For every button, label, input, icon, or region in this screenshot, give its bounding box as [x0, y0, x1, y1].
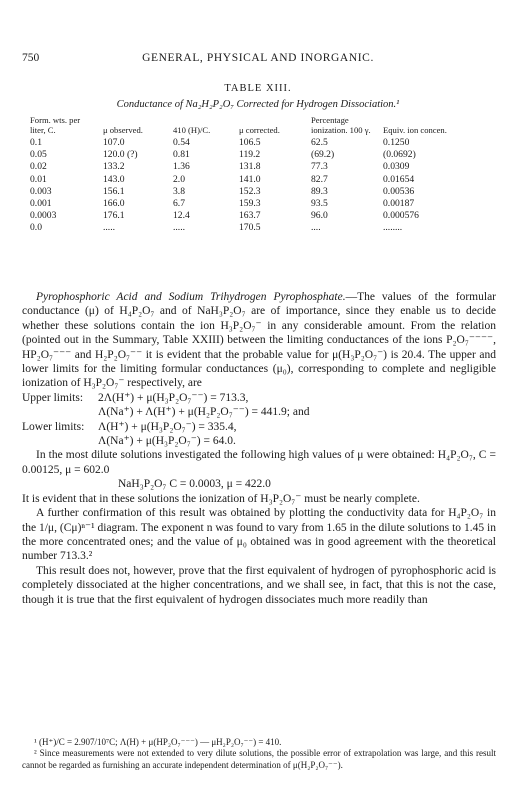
table-cell: (69.2) [311, 149, 335, 161]
table-cell: (0.0692) [383, 149, 416, 161]
equation-line [22, 420, 496, 434]
table-cell: 2.0 [173, 173, 185, 185]
table-cell: 77.3 [311, 161, 328, 173]
table-row [30, 186, 495, 198]
paragraph: A further confirmation of this result was obtained by plotting the conductivity data for H₄P₂O₇ in the 1/μ, (Cμ)ⁿ⁻¹ diagram. The exponent n was found to vary from 1.65 in the dilute solutions to 1.45 in the more concentrated ones; and the value of μ₀ obtained was in good agreement with the theoretical number 713.3.² [22, 507, 496, 563]
paragraph [22, 290, 496, 391]
footnotes [22, 737, 496, 771]
column-header: Equiv. ion concen. [383, 124, 447, 135]
table-cell: 0.000576 [383, 210, 419, 222]
table-cell: 0.01 [30, 173, 47, 185]
table-caption: Conductance of Na₂H₂P₂O₇ Corrected for Hydrogen Dissociation.¹ [116, 99, 400, 110]
column-header: μ observed. [103, 124, 143, 135]
equation-label: Lower limits: [22, 420, 85, 433]
table-cell: 143.0 [103, 173, 125, 185]
table-cell: 131.8 [239, 161, 261, 173]
table-row [30, 137, 495, 149]
table-cell: 0.05 [30, 149, 47, 161]
table-cell: 163.7 [239, 210, 261, 222]
table-cell: 106.5 [239, 137, 261, 148]
table-cell: 0.0003 [30, 210, 57, 222]
footnote: ¹ (H⁺)/C = 2.907/10⁷C; Λ(H) + μ(HP₂O₇⁻⁻⁻) — μH₂P₂O₇⁻⁻) = 410. [34, 737, 282, 747]
paragraph: In the most dilute solutions investigated the following high values of μ were obtained: H₄P₂O₇, C = 0.00125, μ = 602.0 [22, 449, 496, 476]
table-cell: 12.4 [173, 210, 190, 222]
equation: 2Λ(H⁺) + μ(H₃P₂O₇⁻⁻) = 713.3, [98, 391, 249, 404]
table-cell: 0.0 [30, 222, 42, 234]
column-header: μ corrected. [239, 124, 280, 135]
equation-line [22, 391, 496, 405]
table-cell: 159.3 [239, 198, 261, 210]
table-cell: 156.1 [103, 185, 125, 197]
paragraph: It is evident that in these solutions the ionization of H₃P₂O₇⁻ must be nearly complete. [22, 492, 420, 505]
table-cell: 89.3 [311, 185, 328, 197]
table-cell: 0.02 [30, 161, 47, 173]
table-row [30, 198, 495, 210]
table-cell: ..... [103, 222, 115, 234]
running-head [22, 52, 494, 68]
paragraph: This result does not, however, prove that the first equivalent of hydrogen of pyrophosphoric acid is completely dissociated at the higher concentrations, and we shall see, in fact, that this is not the case, though it is true that the first equivalent of hydrogen dissociates much more readily than [22, 564, 496, 606]
section-heading: Pyrophosphoric Acid and Sodium Trihydrogen Pyrophosphate. [36, 291, 346, 303]
table-row [30, 222, 495, 234]
table-header-row [30, 116, 495, 137]
table-cell: 176.1 [103, 210, 125, 222]
equation-label: Upper limits: [22, 391, 84, 404]
equation-line [22, 477, 496, 491]
table-cell: ..... [173, 222, 185, 234]
table-cell: ........ [383, 222, 403, 234]
conductance-table [30, 116, 495, 235]
column-header: 410 (H)/C. [173, 124, 211, 135]
table-cell: 82.7 [311, 173, 328, 185]
table-row [30, 174, 495, 186]
table-cell: 0.54 [173, 137, 190, 148]
table-cell: 0.1 [30, 137, 42, 148]
equation-line [22, 434, 496, 448]
equation: Λ(H⁺) + μ(H₃P₂O₇⁻) = 335.4, [98, 420, 237, 433]
table-cell: 1.36 [173, 161, 190, 173]
table-cell: 96.0 [311, 210, 328, 222]
table-cell: 0.00187 [383, 198, 415, 210]
equation: Λ(Na⁺) + μ(H₃P₂O₇⁻) = 64.0. [98, 435, 236, 448]
table-cell: 141.0 [239, 173, 261, 185]
table-row [30, 210, 495, 222]
column-header: Form. wts. per liter, C. [30, 115, 81, 135]
table-cell: 120.0 (?) [103, 149, 138, 161]
column-header: Percentage ionization. 100 γ. [311, 115, 371, 135]
table-cell: 166.0 [103, 198, 125, 210]
table-cell: 119.2 [239, 149, 261, 161]
table-cell: 0.81 [173, 149, 190, 161]
table-cell: 3.8 [173, 185, 185, 197]
equation: NaH₃P₂O₇ C = 0.0003, μ = 422.0 [118, 478, 271, 491]
table-cell: 62.5 [311, 137, 328, 148]
table-title: TABLE XIII. [224, 83, 292, 94]
table-cell: 93.5 [311, 198, 328, 210]
paragraph-text: —The values of the formular conductance (μ) of H₄P₂O₇ and of NaH₃P₂O₇ are of importance, since they enable us to decide whether these solutions contain the ion H₃P₂O₇⁻ in any considerable amount. From the relation (pointed out in the Summary, Table XXIII) between the limiting conductances of the ions P₂O₇⁻⁻⁻⁻, HP₂O₇⁻⁻⁻ and H₂P₂O₇⁻⁻ it is evident that the probable value for μ(H₃P₂O₇⁻) is 20.4. The upper and lower limits for the limiting formular conductances (μ₀), corresponding to complete and negligible ionization of H₃P₂O₇⁻ respectively, are [22, 291, 497, 390]
equation: Λ(Na⁺) + Λ(H⁺) + μ(H₂P₂O₇⁻⁻) = 441.9; and [98, 406, 310, 419]
table-cell: 152.3 [239, 185, 261, 197]
table-cell: .... [311, 222, 321, 234]
table-row [30, 161, 495, 173]
running-title: GENERAL, PHYSICAL AND INORGANIC. [142, 52, 374, 64]
table-cell: 0.1250 [383, 137, 410, 148]
table-cell: 0.0309 [383, 161, 410, 173]
table-cell: 0.01654 [383, 173, 415, 185]
equation-line [22, 405, 496, 419]
footnote: ² Since measurements were not extended to very dilute solutions, the possible error of extrapolation was large, and this result cannot be regarded as furnishing an accurate independent determination of μ(H₂P₂O₇⁻⁻). [22, 748, 496, 770]
table-cell: 0.00536 [383, 185, 415, 197]
table-cell: 170.5 [239, 222, 261, 234]
body-text [22, 290, 496, 607]
table-cell: 107.0 [103, 137, 125, 148]
table-cell: 0.001 [30, 198, 52, 210]
page-number: 750 [22, 52, 40, 64]
table-row [30, 149, 495, 161]
table-cell: 0.003 [30, 185, 52, 197]
table-cell: 133.2 [103, 161, 125, 173]
table-cell: 6.7 [173, 198, 185, 210]
